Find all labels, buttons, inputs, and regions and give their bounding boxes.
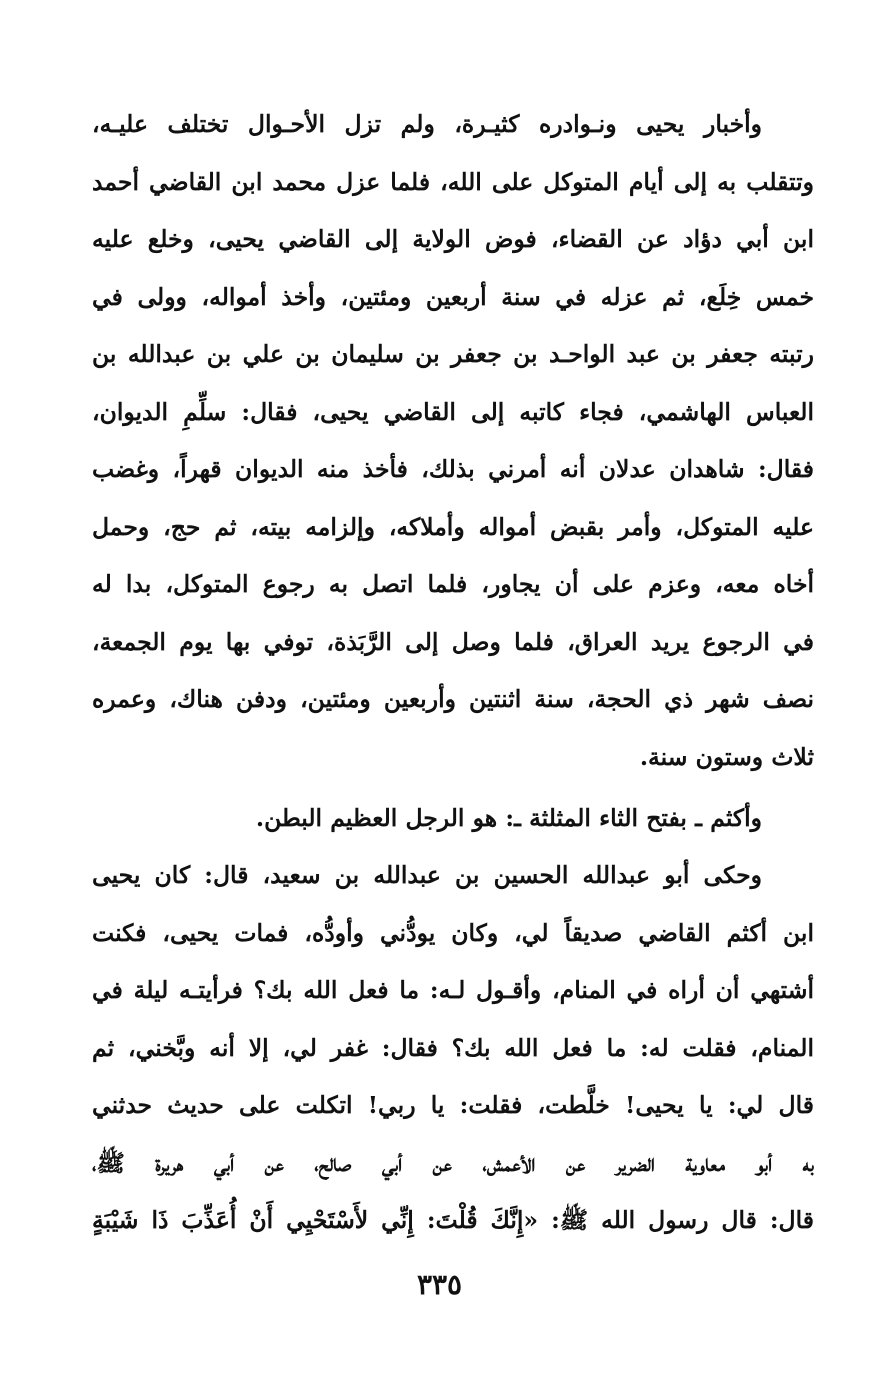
text-line: نصف شهر ذي الحجة، سنة اثنتين وأربعين ومئتين، ودفن هناك، وعمره (92, 685, 814, 713)
text-line: ثلاث وستون سنة. (639, 742, 814, 771)
text-line: أخاه معه، وعزم على أن يجاور، فلما اتصل به رجوع المتوكل، بدا له (92, 570, 814, 598)
text-line: العباس الهاشمي، فجاء كاتبه إلى القاضي يحيى، فقال: سلِّمِ الديوان، (92, 397, 814, 426)
text-line: أشتهي أن أراه في المنام، وأقـول لـه: ما فعل الله بك؟ فرأيتـه ليلة في (92, 976, 814, 1004)
text-line: وتتقلب به إلى أيام المتوكل على الله، فلما عزل محمد ابن القاضي أحمد (92, 167, 814, 196)
text-line: به أبو معاوية الضرير عن الأعمش، عن أبي صالح، عن أبي هريرة ﷺ، (92, 1148, 814, 1177)
text-line: المنام، فقلت له: ما فعل الله بك؟ فقال: غفر لي، إلا أنه وبَّخني، ثم (92, 1033, 814, 1062)
text-line: خمس خِلَع، ثم عزله في سنة أربعين ومئتين، وأخذ أمواله، وولى في (92, 282, 814, 311)
text-line: وحكى أبو عبدالله الحسين بن عبدالله بن سعيد، قال: كان يحيى (92, 861, 762, 889)
text-line: قال: قال رسول الله ﷺ: «إِنَّكَ قُلْتَ: إِنِّي لأَسْتَحْيِي أَنْ أُعَذِّبَ ذَا شَيْبَةٍ (92, 1206, 814, 1234)
text-line: قال لي: يا يحيى! خلَّطت، فقلت: يا ربي! اتكلت على حديث حدثني (92, 1091, 814, 1119)
text-line: ابن أكثم القاضي صديقاً لي، وكان يودُّني وأودُّه، فمات يحيى، فكنت (92, 918, 814, 947)
paragraph-aktham-definition (92, 790, 814, 848)
text-line: رتبته جعفر بن عبد الواحـد بن جعفر بن سليمان بن علي بن عبدالله بن (92, 340, 814, 368)
paragraph-dream-narration (92, 847, 814, 1250)
text-line: عليه المتوكل، وأمر بقبض أمواله وأملاكه، وإلزامه بيته، ثم حج، وحمل (92, 512, 814, 541)
text-line: وأكثم ـ بفتح الثاء المثلثة ـ: هو الرجل العظيم البطن. (255, 804, 762, 832)
text-line: فقال: شاهدان عدلان أنه أمرني بذلك، فأخذ منه الديوان قهراً، وغضب (92, 455, 814, 483)
text-line: في الرجوع يريد العراق، فلما وصل إلى الرَّبَذة، توفي بها يوم الجمعة، (92, 627, 814, 656)
page-number: ٣٣٥ (416, 1268, 463, 1301)
text-line: وأخبار يحيى ونـوادره كثيـرة، ولم تزل الأحـوال تختلف عليـه، (92, 110, 762, 138)
text-line: ابن أبي دؤاد عن القضاء، فوض الولاية إلى القاضي يحيى، وخلع عليه (92, 225, 814, 253)
paragraph-yahya-biography (92, 96, 814, 786)
